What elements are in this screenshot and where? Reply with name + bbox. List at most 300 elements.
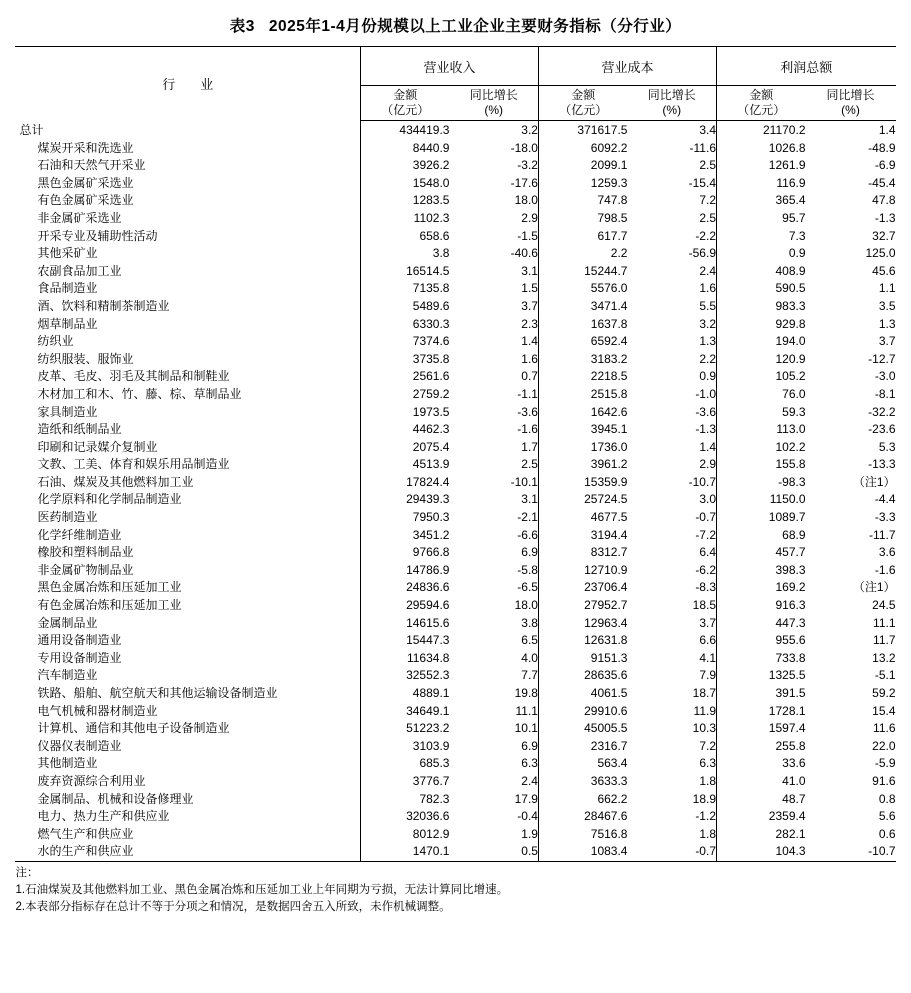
row-cost-growth: -3.6 bbox=[695, 404, 716, 419]
header-revenue-amount-unit: （亿元） bbox=[381, 103, 430, 117]
header-cost-growth bbox=[627, 86, 716, 121]
row-profit-growth: 47.8 bbox=[872, 193, 896, 208]
row-cost-growth: 2.2 bbox=[699, 351, 716, 366]
header-revenue-growth-unit: (%) bbox=[484, 103, 504, 117]
row-profit-amount: 102.2 bbox=[717, 439, 806, 457]
row-profit-amount: 1026.8 bbox=[717, 140, 806, 158]
row-industry-name: 通用设备制造业 bbox=[37, 633, 122, 648]
row-cost-growth: 18.5 bbox=[692, 598, 716, 613]
row-cost-amount: 1637.8 bbox=[538, 316, 627, 334]
table-row bbox=[15, 509, 895, 527]
row-profit-growth: （注1） bbox=[852, 580, 896, 595]
row-industry-name: 金属制品、机械和设备修理业 bbox=[37, 791, 194, 806]
row-revenue-growth: 19.8 bbox=[514, 686, 538, 700]
row-revenue-amount: 6330.3 bbox=[360, 316, 449, 334]
row-industry-name: 化学原料和化学制品制造业 bbox=[37, 492, 182, 507]
row-revenue-amount: 3776.7 bbox=[360, 773, 449, 791]
row-revenue-amount: 8440.9 bbox=[360, 140, 449, 158]
header-cost-growth-label: 同比增长 bbox=[647, 88, 696, 102]
row-industry-name: 农副食品加工业 bbox=[37, 263, 122, 278]
table-row bbox=[15, 210, 895, 228]
table-body bbox=[15, 121, 895, 862]
row-revenue-growth: 6.3 bbox=[521, 756, 538, 771]
row-cost-growth: 2.5 bbox=[699, 158, 716, 173]
row-profit-growth: （注1） bbox=[852, 474, 896, 489]
row-revenue-amount: 4889.1 bbox=[360, 685, 449, 703]
row-revenue-amount: 32552.3 bbox=[360, 667, 449, 685]
row-cost-growth: -11.6 bbox=[689, 140, 716, 155]
row-cost-amount: 2218.5 bbox=[538, 368, 627, 386]
header-profit-growth-unit: (%) bbox=[841, 103, 860, 117]
row-revenue-growth: 18.0 bbox=[514, 193, 538, 208]
row-profit-growth: 91.6 bbox=[872, 773, 896, 788]
table-row bbox=[15, 351, 895, 369]
row-revenue-growth: -1.1 bbox=[517, 386, 538, 401]
table-row bbox=[15, 579, 895, 597]
table-row bbox=[15, 421, 895, 439]
row-industry-name: 食品制造业 bbox=[37, 281, 98, 296]
row-industry-name: 石油和天然气开采业 bbox=[37, 158, 146, 173]
row-cost-growth: 1.8 bbox=[699, 826, 716, 841]
row-profit-growth: -10.7 bbox=[868, 844, 896, 859]
table-row bbox=[15, 738, 895, 756]
row-revenue-amount: 29594.6 bbox=[360, 597, 449, 615]
row-profit-amount: 1089.7 bbox=[717, 509, 806, 527]
row-cost-amount: 25724.5 bbox=[538, 491, 627, 509]
header-group-row bbox=[15, 47, 895, 86]
table-row bbox=[15, 632, 895, 650]
row-cost-growth: 3.7 bbox=[699, 615, 716, 630]
table-row bbox=[15, 544, 895, 562]
row-revenue-growth: 6.9 bbox=[521, 738, 538, 753]
header-profit-growth-label: 同比增长 bbox=[826, 88, 875, 102]
row-cost-growth: -1.0 bbox=[695, 386, 716, 401]
row-cost-growth: -1.2 bbox=[695, 809, 716, 824]
row-cost-growth: 3.0 bbox=[699, 492, 716, 507]
row-profit-growth: 15.4 bbox=[872, 703, 896, 718]
row-revenue-growth: 3.7 bbox=[521, 298, 538, 313]
bottom-rule bbox=[15, 861, 895, 862]
row-revenue-growth: 11.1 bbox=[515, 703, 538, 718]
row-revenue-growth: -2.1 bbox=[517, 510, 538, 525]
row-industry-name: 烟草制品业 bbox=[37, 316, 98, 331]
row-cost-amount: 5576.0 bbox=[538, 280, 627, 298]
row-profit-growth: 0.6 bbox=[878, 826, 896, 841]
table-row bbox=[15, 826, 895, 844]
row-profit-growth: 0.8 bbox=[878, 791, 896, 806]
row-profit-growth: 24.5 bbox=[872, 598, 896, 613]
row-cost-amount: 12963.4 bbox=[538, 615, 627, 633]
row-profit-growth: -32.2 bbox=[868, 404, 896, 419]
table-row bbox=[15, 597, 895, 615]
row-revenue-amount: 1548.0 bbox=[360, 175, 449, 193]
table-row bbox=[15, 808, 895, 826]
row-cost-growth: 7.9 bbox=[699, 668, 716, 683]
row-cost-amount: 747.8 bbox=[538, 192, 627, 210]
bottom-rule-cell bbox=[15, 861, 895, 862]
row-revenue-growth: -10.1 bbox=[510, 474, 538, 489]
row-profit-growth: -13.3 bbox=[868, 457, 896, 472]
row-industry-name: 医药制造业 bbox=[37, 510, 98, 525]
row-profit-growth: 3.5 bbox=[878, 298, 896, 313]
row-profit-amount: 365.4 bbox=[717, 192, 806, 210]
row-cost-amount: 617.7 bbox=[538, 228, 627, 246]
row-profit-growth: 1.1 bbox=[878, 281, 896, 296]
row-cost-amount: 3194.4 bbox=[538, 527, 627, 545]
row-profit-growth: -1.3 bbox=[874, 210, 896, 225]
row-profit-amount: 113.0 bbox=[717, 421, 806, 439]
row-cost-amount: 6092.2 bbox=[538, 140, 627, 158]
row-revenue-growth: -1.5 bbox=[517, 228, 538, 243]
header-industry: 行 业 bbox=[15, 47, 360, 121]
row-profit-growth: 3.6 bbox=[878, 545, 896, 560]
row-revenue-growth: 2.4 bbox=[521, 773, 538, 788]
row-revenue-amount: 1102.3 bbox=[360, 210, 449, 228]
row-revenue-amount: 32036.6 bbox=[360, 808, 449, 826]
row-profit-growth: 32.7 bbox=[872, 228, 896, 243]
row-cost-amount: 29910.6 bbox=[538, 703, 627, 721]
row-profit-growth: -45.4 bbox=[868, 175, 896, 190]
row-cost-amount: 15359.9 bbox=[538, 474, 627, 492]
table-row bbox=[15, 368, 895, 386]
note-line-2: 2.本表部分指标存在总计不等于分项之和情况，是数据四舍五入所致，未作机械调整。 bbox=[15, 901, 451, 914]
row-industry-name: 电力、热力生产和供应业 bbox=[37, 809, 170, 824]
row-cost-growth: 0.9 bbox=[699, 369, 716, 384]
row-profit-amount: 2359.4 bbox=[717, 808, 806, 826]
row-cost-growth: 7.2 bbox=[699, 193, 716, 208]
row-revenue-growth: 3.1 bbox=[521, 263, 538, 278]
row-cost-amount: 9151.3 bbox=[538, 650, 627, 668]
row-revenue-amount: 11634.8 bbox=[360, 650, 449, 668]
row-profit-growth: -11.7 bbox=[869, 527, 896, 542]
row-revenue-amount: 3451.2 bbox=[360, 527, 449, 545]
row-profit-amount: 116.9 bbox=[717, 175, 806, 193]
row-cost-amount: 4677.5 bbox=[538, 509, 627, 527]
header-cost-amount-unit: （亿元） bbox=[559, 103, 608, 117]
row-revenue-amount: 434419.3 bbox=[360, 121, 449, 140]
row-revenue-growth: 6.5 bbox=[521, 633, 538, 648]
row-profit-amount: 1150.0 bbox=[717, 491, 806, 509]
header-cost-growth-unit: (%) bbox=[662, 103, 682, 117]
row-revenue-amount: 16514.5 bbox=[360, 263, 449, 281]
header-group-cost: 营业成本 bbox=[538, 47, 716, 86]
row-profit-amount: 76.0 bbox=[717, 386, 806, 404]
header-cost-amount bbox=[538, 86, 627, 121]
row-revenue-amount: 8012.9 bbox=[360, 826, 449, 844]
row-cost-amount: 1083.4 bbox=[538, 843, 627, 861]
row-cost-amount: 12710.9 bbox=[538, 562, 627, 580]
table-row bbox=[15, 720, 895, 738]
row-profit-amount: 255.8 bbox=[717, 738, 806, 756]
row-industry-name: 酒、饮料和精制茶制造业 bbox=[37, 298, 170, 313]
row-revenue-growth: 6.9 bbox=[521, 545, 538, 560]
row-revenue-growth: -18.0 bbox=[510, 140, 538, 155]
row-industry-name: 化学纤维制造业 bbox=[37, 527, 122, 542]
row-cost-growth: -56.9 bbox=[688, 246, 716, 261]
row-industry-name: 有色金属冶炼和压延加工业 bbox=[37, 598, 182, 613]
table-row bbox=[15, 192, 895, 210]
row-revenue-growth: 2.9 bbox=[521, 210, 538, 225]
table-row bbox=[15, 280, 895, 298]
table-row bbox=[15, 685, 895, 703]
row-revenue-amount: 14615.6 bbox=[360, 615, 449, 633]
table-row bbox=[15, 791, 895, 809]
row-industry-name: 专用设备制造业 bbox=[37, 650, 122, 665]
row-industry-name: 其他采矿业 bbox=[37, 246, 98, 261]
row-cost-amount: 45005.5 bbox=[538, 720, 627, 738]
row-profit-amount: 955.6 bbox=[717, 632, 806, 650]
row-industry-name: 纺织业 bbox=[37, 334, 74, 349]
table-title-text: 2025年1-4月份规模以上工业企业主要财务指标（分行业） bbox=[268, 18, 682, 35]
row-profit-amount: 7.3 bbox=[717, 228, 806, 246]
row-cost-growth: 10.3 bbox=[692, 721, 716, 736]
row-industry-name: 废弃资源综合利用业 bbox=[37, 773, 146, 788]
header-group-revenue: 营业收入 bbox=[360, 47, 538, 86]
row-revenue-amount: 15447.3 bbox=[360, 632, 449, 650]
row-cost-amount: 798.5 bbox=[538, 210, 627, 228]
row-revenue-amount: 2759.2 bbox=[360, 386, 449, 404]
table-row bbox=[15, 439, 895, 457]
row-cost-amount: 3633.3 bbox=[538, 773, 627, 791]
row-cost-growth: 1.3 bbox=[699, 334, 716, 349]
row-profit-amount: 391.5 bbox=[717, 685, 806, 703]
row-profit-growth: -12.7 bbox=[868, 351, 896, 366]
table-row bbox=[15, 650, 895, 668]
row-cost-growth: 3.4 bbox=[699, 123, 716, 137]
row-cost-amount: 15244.7 bbox=[538, 263, 627, 281]
row-cost-amount: 3471.4 bbox=[538, 298, 627, 316]
row-revenue-amount: 2561.6 bbox=[360, 368, 449, 386]
table-row bbox=[15, 491, 895, 509]
row-revenue-growth: -40.6 bbox=[510, 246, 538, 261]
row-profit-growth: 13.2 bbox=[872, 650, 896, 665]
row-cost-amount: 27952.7 bbox=[538, 597, 627, 615]
row-profit-amount: 59.3 bbox=[717, 404, 806, 422]
row-revenue-amount: 3103.9 bbox=[360, 738, 449, 756]
row-industry-name: 家具制造业 bbox=[37, 404, 98, 419]
row-revenue-growth: 3.2 bbox=[521, 123, 538, 137]
row-industry-name: 黑色金属矿采选业 bbox=[37, 175, 134, 190]
row-cost-growth: 3.2 bbox=[699, 316, 716, 331]
table-row bbox=[15, 121, 895, 140]
row-cost-amount: 8312.7 bbox=[538, 544, 627, 562]
row-profit-amount: 48.7 bbox=[717, 791, 806, 809]
row-cost-growth: 6.6 bbox=[699, 633, 716, 648]
row-revenue-amount: 24836.6 bbox=[360, 579, 449, 597]
row-cost-growth: 11.9 bbox=[693, 703, 716, 718]
row-profit-amount: 447.3 bbox=[717, 615, 806, 633]
row-revenue-amount: 4513.9 bbox=[360, 456, 449, 474]
row-revenue-amount: 4462.3 bbox=[360, 421, 449, 439]
table-row bbox=[15, 456, 895, 474]
row-industry-name: 非金属矿采选业 bbox=[37, 210, 122, 225]
row-revenue-growth: -1.6 bbox=[517, 422, 538, 437]
row-profit-growth: 1.4 bbox=[878, 123, 896, 137]
row-cost-growth: 18.7 bbox=[692, 686, 716, 700]
table-row bbox=[15, 615, 895, 633]
row-profit-growth: -4.4 bbox=[874, 492, 896, 507]
row-cost-amount: 3945.1 bbox=[538, 421, 627, 439]
table-header bbox=[15, 47, 895, 121]
row-profit-growth: -3.3 bbox=[874, 510, 896, 525]
row-cost-amount: 662.2 bbox=[538, 791, 627, 809]
financial-indicators-table bbox=[15, 46, 895, 862]
table-row bbox=[15, 298, 895, 316]
table-row bbox=[15, 755, 895, 773]
row-profit-growth: 1.3 bbox=[878, 316, 896, 331]
row-profit-amount: 0.9 bbox=[717, 245, 806, 263]
row-profit-amount: 1728.1 bbox=[717, 703, 806, 721]
row-cost-growth: -2.2 bbox=[695, 228, 716, 243]
row-profit-amount: 398.3 bbox=[717, 562, 806, 580]
row-revenue-amount: 14786.9 bbox=[360, 562, 449, 580]
row-profit-amount: 929.8 bbox=[717, 316, 806, 334]
row-cost-amount: 3183.2 bbox=[538, 351, 627, 369]
table-row bbox=[15, 386, 895, 404]
row-profit-amount: 41.0 bbox=[717, 773, 806, 791]
row-cost-amount: 6592.4 bbox=[538, 333, 627, 351]
row-cost-growth: -0.7 bbox=[695, 510, 716, 525]
header-revenue-growth bbox=[449, 86, 538, 121]
row-cost-growth: 6.4 bbox=[699, 545, 716, 560]
header-cost-amount-label: 金额 bbox=[571, 88, 596, 102]
table-row bbox=[15, 527, 895, 545]
row-revenue-growth: 17.9 bbox=[514, 791, 538, 806]
row-profit-amount: 105.2 bbox=[717, 368, 806, 386]
row-revenue-growth: -17.6 bbox=[510, 175, 538, 190]
row-revenue-growth: 3.1 bbox=[521, 492, 538, 507]
row-revenue-amount: 1470.1 bbox=[360, 843, 449, 861]
row-industry-name: 金属制品业 bbox=[37, 615, 98, 630]
row-profit-amount: 983.3 bbox=[717, 298, 806, 316]
table-row bbox=[15, 703, 895, 721]
row-profit-amount: 1261.9 bbox=[717, 157, 806, 175]
row-profit-growth: 11.6 bbox=[873, 721, 896, 736]
table-row bbox=[15, 316, 895, 334]
table-row bbox=[15, 333, 895, 351]
row-revenue-growth: 2.5 bbox=[521, 457, 538, 472]
row-revenue-amount: 34649.1 bbox=[360, 703, 449, 721]
header-profit-amount-label: 金额 bbox=[749, 88, 774, 102]
header-revenue-growth-label: 同比增长 bbox=[469, 88, 518, 102]
row-profit-amount: -98.3 bbox=[717, 474, 806, 492]
row-profit-growth: -48.9 bbox=[868, 140, 896, 155]
row-profit-growth: 5.6 bbox=[878, 809, 896, 824]
row-revenue-amount: 2075.4 bbox=[360, 439, 449, 457]
row-revenue-amount: 3.8 bbox=[360, 245, 449, 263]
row-profit-growth: 11.7 bbox=[873, 633, 896, 648]
row-profit-amount: 33.6 bbox=[717, 755, 806, 773]
row-profit-amount: 282.1 bbox=[717, 826, 806, 844]
row-revenue-growth: -6.5 bbox=[517, 580, 538, 595]
table-row bbox=[15, 140, 895, 158]
row-industry-name: 有色金属矿采选业 bbox=[37, 193, 134, 208]
row-revenue-growth: 1.7 bbox=[521, 439, 538, 454]
row-profit-amount: 733.8 bbox=[717, 650, 806, 668]
row-profit-amount: 457.7 bbox=[717, 544, 806, 562]
row-cost-amount: 2515.8 bbox=[538, 386, 627, 404]
row-industry-name: 铁路、船舶、航空航天和其他运输设备制造业 bbox=[37, 686, 278, 700]
table-row bbox=[15, 245, 895, 263]
table-row bbox=[15, 404, 895, 422]
row-cost-amount: 2.2 bbox=[538, 245, 627, 263]
header-profit-growth bbox=[806, 86, 896, 121]
row-industry-name: 煤炭开采和洗选业 bbox=[37, 140, 134, 155]
row-cost-amount: 3961.2 bbox=[538, 456, 627, 474]
row-cost-amount: 371617.5 bbox=[538, 121, 627, 140]
row-cost-growth: 1.4 bbox=[699, 439, 716, 454]
row-revenue-amount: 29439.3 bbox=[360, 491, 449, 509]
row-industry-name: 汽车制造业 bbox=[37, 668, 98, 683]
row-cost-amount: 563.4 bbox=[538, 755, 627, 773]
row-profit-growth: 3.7 bbox=[878, 334, 896, 349]
row-profit-growth: -5.9 bbox=[874, 756, 896, 771]
row-revenue-amount: 9766.8 bbox=[360, 544, 449, 562]
row-cost-amount: 28635.6 bbox=[538, 667, 627, 685]
header-group-profit: 利润总额 bbox=[717, 47, 896, 86]
row-industry-name: 木材加工和木、竹、藤、棕、草制品业 bbox=[37, 386, 242, 401]
row-profit-amount: 169.2 bbox=[717, 579, 806, 597]
row-cost-amount: 1259.3 bbox=[538, 175, 627, 193]
note-line-1: 1.石油煤炭及其他燃料加工业、黑色金属冶炼和压延加工业上年同期为亏损，无法计算同比增速。 bbox=[15, 884, 509, 897]
row-cost-amount: 2316.7 bbox=[538, 738, 627, 756]
table-notes bbox=[16, 865, 896, 917]
row-profit-amount: 1325.5 bbox=[717, 667, 806, 685]
row-profit-growth: -5.1 bbox=[874, 668, 896, 683]
row-profit-growth: -1.6 bbox=[874, 562, 896, 577]
row-cost-amount: 28467.6 bbox=[538, 808, 627, 826]
row-revenue-amount: 1283.5 bbox=[360, 192, 449, 210]
row-revenue-growth: 1.6 bbox=[521, 351, 538, 366]
row-cost-amount: 23706.4 bbox=[538, 579, 627, 597]
row-industry-name: 纺织服装、服饰业 bbox=[37, 351, 134, 366]
row-revenue-growth: -0.4 bbox=[517, 809, 538, 824]
row-revenue-growth: 2.3 bbox=[521, 316, 538, 331]
row-revenue-amount: 685.3 bbox=[360, 755, 449, 773]
row-profit-growth: 125.0 bbox=[865, 246, 896, 261]
row-cost-growth: -7.2 bbox=[695, 527, 716, 542]
row-industry-name: 水的生产和供应业 bbox=[37, 844, 134, 859]
row-revenue-amount: 782.3 bbox=[360, 791, 449, 809]
table-row bbox=[15, 667, 895, 685]
row-profit-growth: 11.1 bbox=[873, 615, 896, 630]
row-industry-name: 石油、煤炭及其他燃料加工业 bbox=[37, 474, 194, 489]
row-industry-name: 造纸和纸制品业 bbox=[37, 422, 122, 437]
row-revenue-growth: 3.8 bbox=[521, 615, 538, 630]
header-profit-amount bbox=[717, 86, 806, 121]
row-profit-amount: 590.5 bbox=[717, 280, 806, 298]
row-revenue-growth: 0.5 bbox=[521, 844, 538, 859]
header-revenue-amount-label: 金额 bbox=[393, 88, 418, 102]
row-profit-amount: 1597.4 bbox=[717, 720, 806, 738]
row-revenue-growth: 4.0 bbox=[521, 650, 538, 665]
row-revenue-amount: 3735.8 bbox=[360, 351, 449, 369]
row-profit-growth: -23.6 bbox=[868, 422, 896, 437]
row-cost-growth: -0.7 bbox=[695, 844, 716, 859]
row-cost-growth: 2.5 bbox=[699, 210, 716, 225]
row-industry-name: 其他制造业 bbox=[37, 756, 98, 771]
table-row bbox=[15, 843, 895, 861]
row-cost-growth: -10.7 bbox=[688, 474, 716, 489]
table-number: 表3 bbox=[229, 18, 255, 35]
row-industry-name: 总计 bbox=[19, 122, 44, 137]
table-row bbox=[15, 474, 895, 492]
row-profit-growth: -8.1 bbox=[874, 386, 896, 401]
header-revenue-amount bbox=[360, 86, 449, 121]
row-industry-name: 仪器仪表制造业 bbox=[37, 738, 122, 753]
row-revenue-amount: 1973.5 bbox=[360, 404, 449, 422]
page-title bbox=[10, 0, 901, 46]
